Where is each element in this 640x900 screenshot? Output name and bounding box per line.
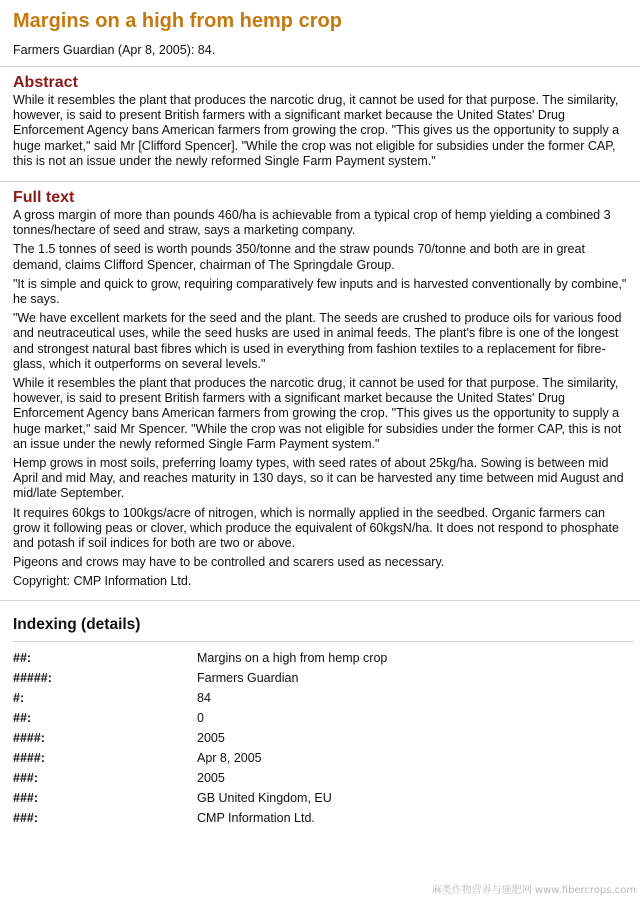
index-key: ##:	[13, 650, 32, 665]
divider	[0, 600, 640, 601]
indexing-rule	[13, 641, 634, 642]
index-key: ###:	[13, 790, 39, 805]
index-key: #####:	[13, 670, 52, 685]
table-row	[13, 728, 387, 748]
full-text-paragraph: The 1.5 tonnes of seed is worth pounds 350/tonne and the straw pounds 70/tonne and both are in great demand, claims Clifford Spencer, chairman of The Springdale Group.	[13, 242, 585, 272]
index-value: GB United Kingdom, EU	[197, 790, 332, 805]
full-text-paragraph: It requires 60kgs to 100kgs/acre of nitrogen, which is normally applied in the seedbed. Organic farmers can grow it following peas or clover, which produce the equivalent of 60kgsN/ha. It does not respond to phosphate and potash if soil indices for both are two or above.	[13, 505, 619, 551]
indexing-table	[13, 648, 387, 828]
index-key: ##:	[13, 710, 32, 725]
index-key: ####:	[13, 750, 45, 765]
divider	[0, 181, 640, 182]
citation: Farmers Guardian (Apr 8, 2005): 84.	[13, 43, 216, 57]
full-text-paragraph: Pigeons and crows may have to be controlled and scarers used as necessary.	[13, 555, 445, 570]
full-text-paragraph: "We have excellent markets for the seed and the plant. The seeds are crushed to produce oils for various food and neutraceutical uses, while the seed husks are used in animal feeds. The plant's fibre is one of the longest and strongest natural bast fibres which is used in everything from fashion textiles to a replacement for fibre-glass, which it outperforms on several levels."	[13, 311, 622, 371]
index-value: 84	[197, 690, 211, 705]
index-key: ####:	[13, 730, 45, 745]
full-text-heading: Full text	[13, 189, 75, 207]
table-row	[13, 768, 387, 788]
indexing-heading: Indexing (details)	[13, 615, 141, 633]
full-text-paragraph: Copyright: CMP Information Ltd.	[13, 574, 192, 589]
document-title: Margins on a high from hemp crop	[13, 10, 342, 32]
index-value: Farmers Guardian	[197, 670, 299, 685]
index-value: 2005	[197, 730, 225, 745]
table-row	[13, 668, 387, 688]
full-text-paragraph: While it resembles the plant that produces the narcotic drug, it cannot be used for that purpose. The similarity, however, is said to present British farmers with a significant market because the United States' Drug Enforcement Agency bans American farmers from growing the crop. "This gives us the opportunity to supply a huge market," said Mr Spencer. "While the crop was not eligible for subsidies under the former CAP, this is not an issue under the newly reformed Single Farm Payment system."	[13, 376, 622, 451]
table-row	[13, 708, 387, 728]
indexing-section	[13, 615, 634, 828]
index-value: 0	[197, 710, 204, 725]
index-value: CMP Information Ltd.	[197, 810, 315, 825]
index-key: ###:	[13, 810, 39, 825]
table-row	[13, 808, 387, 828]
index-value: Apr 8, 2005	[197, 750, 262, 765]
table-row	[13, 748, 387, 768]
index-value: 2005	[197, 770, 225, 785]
full-text-section	[13, 188, 634, 590]
index-key: #:	[13, 690, 25, 705]
full-text-paragraph: Hemp grows in most soils, preferring loamy types, with seed rates of about 25kg/ha. Sowing is between mid April and mid May, and reaches maturity in 130 days, so it can be harvested any time between mid August and mid/late September.	[13, 456, 624, 501]
watermark: 麻类作物营养与施肥网 www.fibercrops.com	[431, 885, 636, 896]
index-key: ###:	[13, 770, 39, 785]
table-row	[13, 688, 387, 708]
abstract-text: While it resembles the plant that produces the narcotic drug, it cannot be used for that purpose. The similarity, however, is said to present British farmers with a significant market because the United States' Drug Enforcement Agency bans American farmers from growing the crop. "This gives us the opportunity to supply a huge market," said Mr [Clifford Spencer]. "While the crop was not eligible for subsidies under the former CAP, this is not an issue under the newly reformed Single Farm Payment system."	[13, 93, 620, 168]
table-row	[13, 788, 387, 808]
table-row	[13, 648, 387, 668]
full-text-paragraph: A gross margin of more than pounds 460/ha is achievable from a typical crop of hemp yielding a combined 3 tonnes/hectare of seed and straw, says a marketing company.	[13, 208, 611, 238]
abstract-section	[13, 73, 634, 169]
divider	[0, 66, 640, 67]
full-text-paragraph: "It is simple and quick to grow, requiring comparatively few inputs and is harvested conventionally by combine," he says.	[13, 276, 627, 307]
abstract-heading: Abstract	[13, 74, 78, 91]
index-value: Margins on a high from hemp crop	[197, 650, 388, 665]
